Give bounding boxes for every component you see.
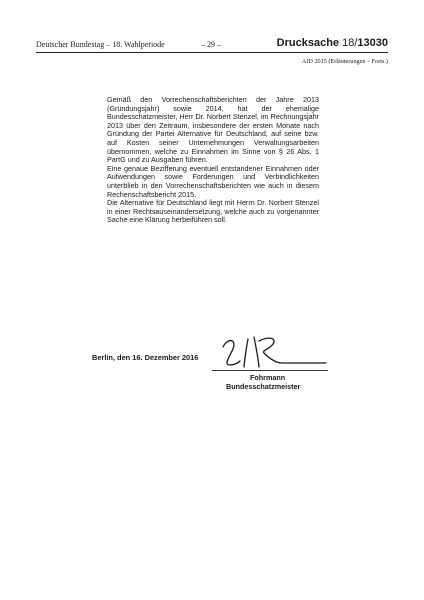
body-paragraph-2: Eine genaue Bezifferung eventuell entstandener Einnahmen oder Aufwendungen sowie Forderungen und Verbindlichkeiten unterblieb in den Vorrechenschaftsberichten wie auch in diesem Rechenschaftsbericht 2015.: [107, 163, 319, 199]
body-paragraph-1: Gemäß den Vorrechenschaftsberichten der Jahre 2013 (Gründungsjahr) sowie 2014, hat der ehemalige Bundesschatzmeister, Herr Dr. Norbert Stenzel, im Rechnungsjahr 2013 über den Zeitraum, insbesondere der ersten Monate nach Gründung der Partei Alternative für Deutschland, auf seine bzw. auf Kosten seiner Unternehmungen Verwaltungsarbeiten übernommen, welche zu Einnahmen im Sinne von § 26 Abs. 1 PartG und zu Ausgaben führen.: [107, 95, 319, 165]
header-publication: Deutscher Bundestag – 18. Wahlperiode: [36, 40, 165, 49]
header-rule: [36, 52, 388, 53]
body-paragraph-3: Die Alternative für Deutschland liegt mit Herrn Dr. Norbert Stenzel in einer Rechtsauseinandersetzung, welche auch zu vorgenannter Sache eine Klärung herbeiführen soll.: [107, 198, 319, 225]
header-document-id-suffix: 13030: [357, 37, 388, 49]
header-page-number: – 29 –: [201, 40, 221, 49]
header-document-id: [342, 37, 388, 49]
header-document-label: Drucksache: [276, 37, 340, 49]
signature-line: [212, 370, 328, 371]
header-section-note: AfD 2015 (Erläuterungen – Forts.): [301, 58, 388, 65]
body-text: [107, 96, 319, 225]
signer-role: Bundesschatzmeister: [226, 382, 301, 391]
handwritten-signature: [218, 333, 328, 369]
header-document-id-prefix: 18/: [342, 37, 358, 49]
header-document-number: [277, 37, 388, 49]
place-date: Berlin, den 16. Dezember 2016: [92, 353, 199, 362]
signer-name: Fohrmann: [250, 373, 286, 382]
